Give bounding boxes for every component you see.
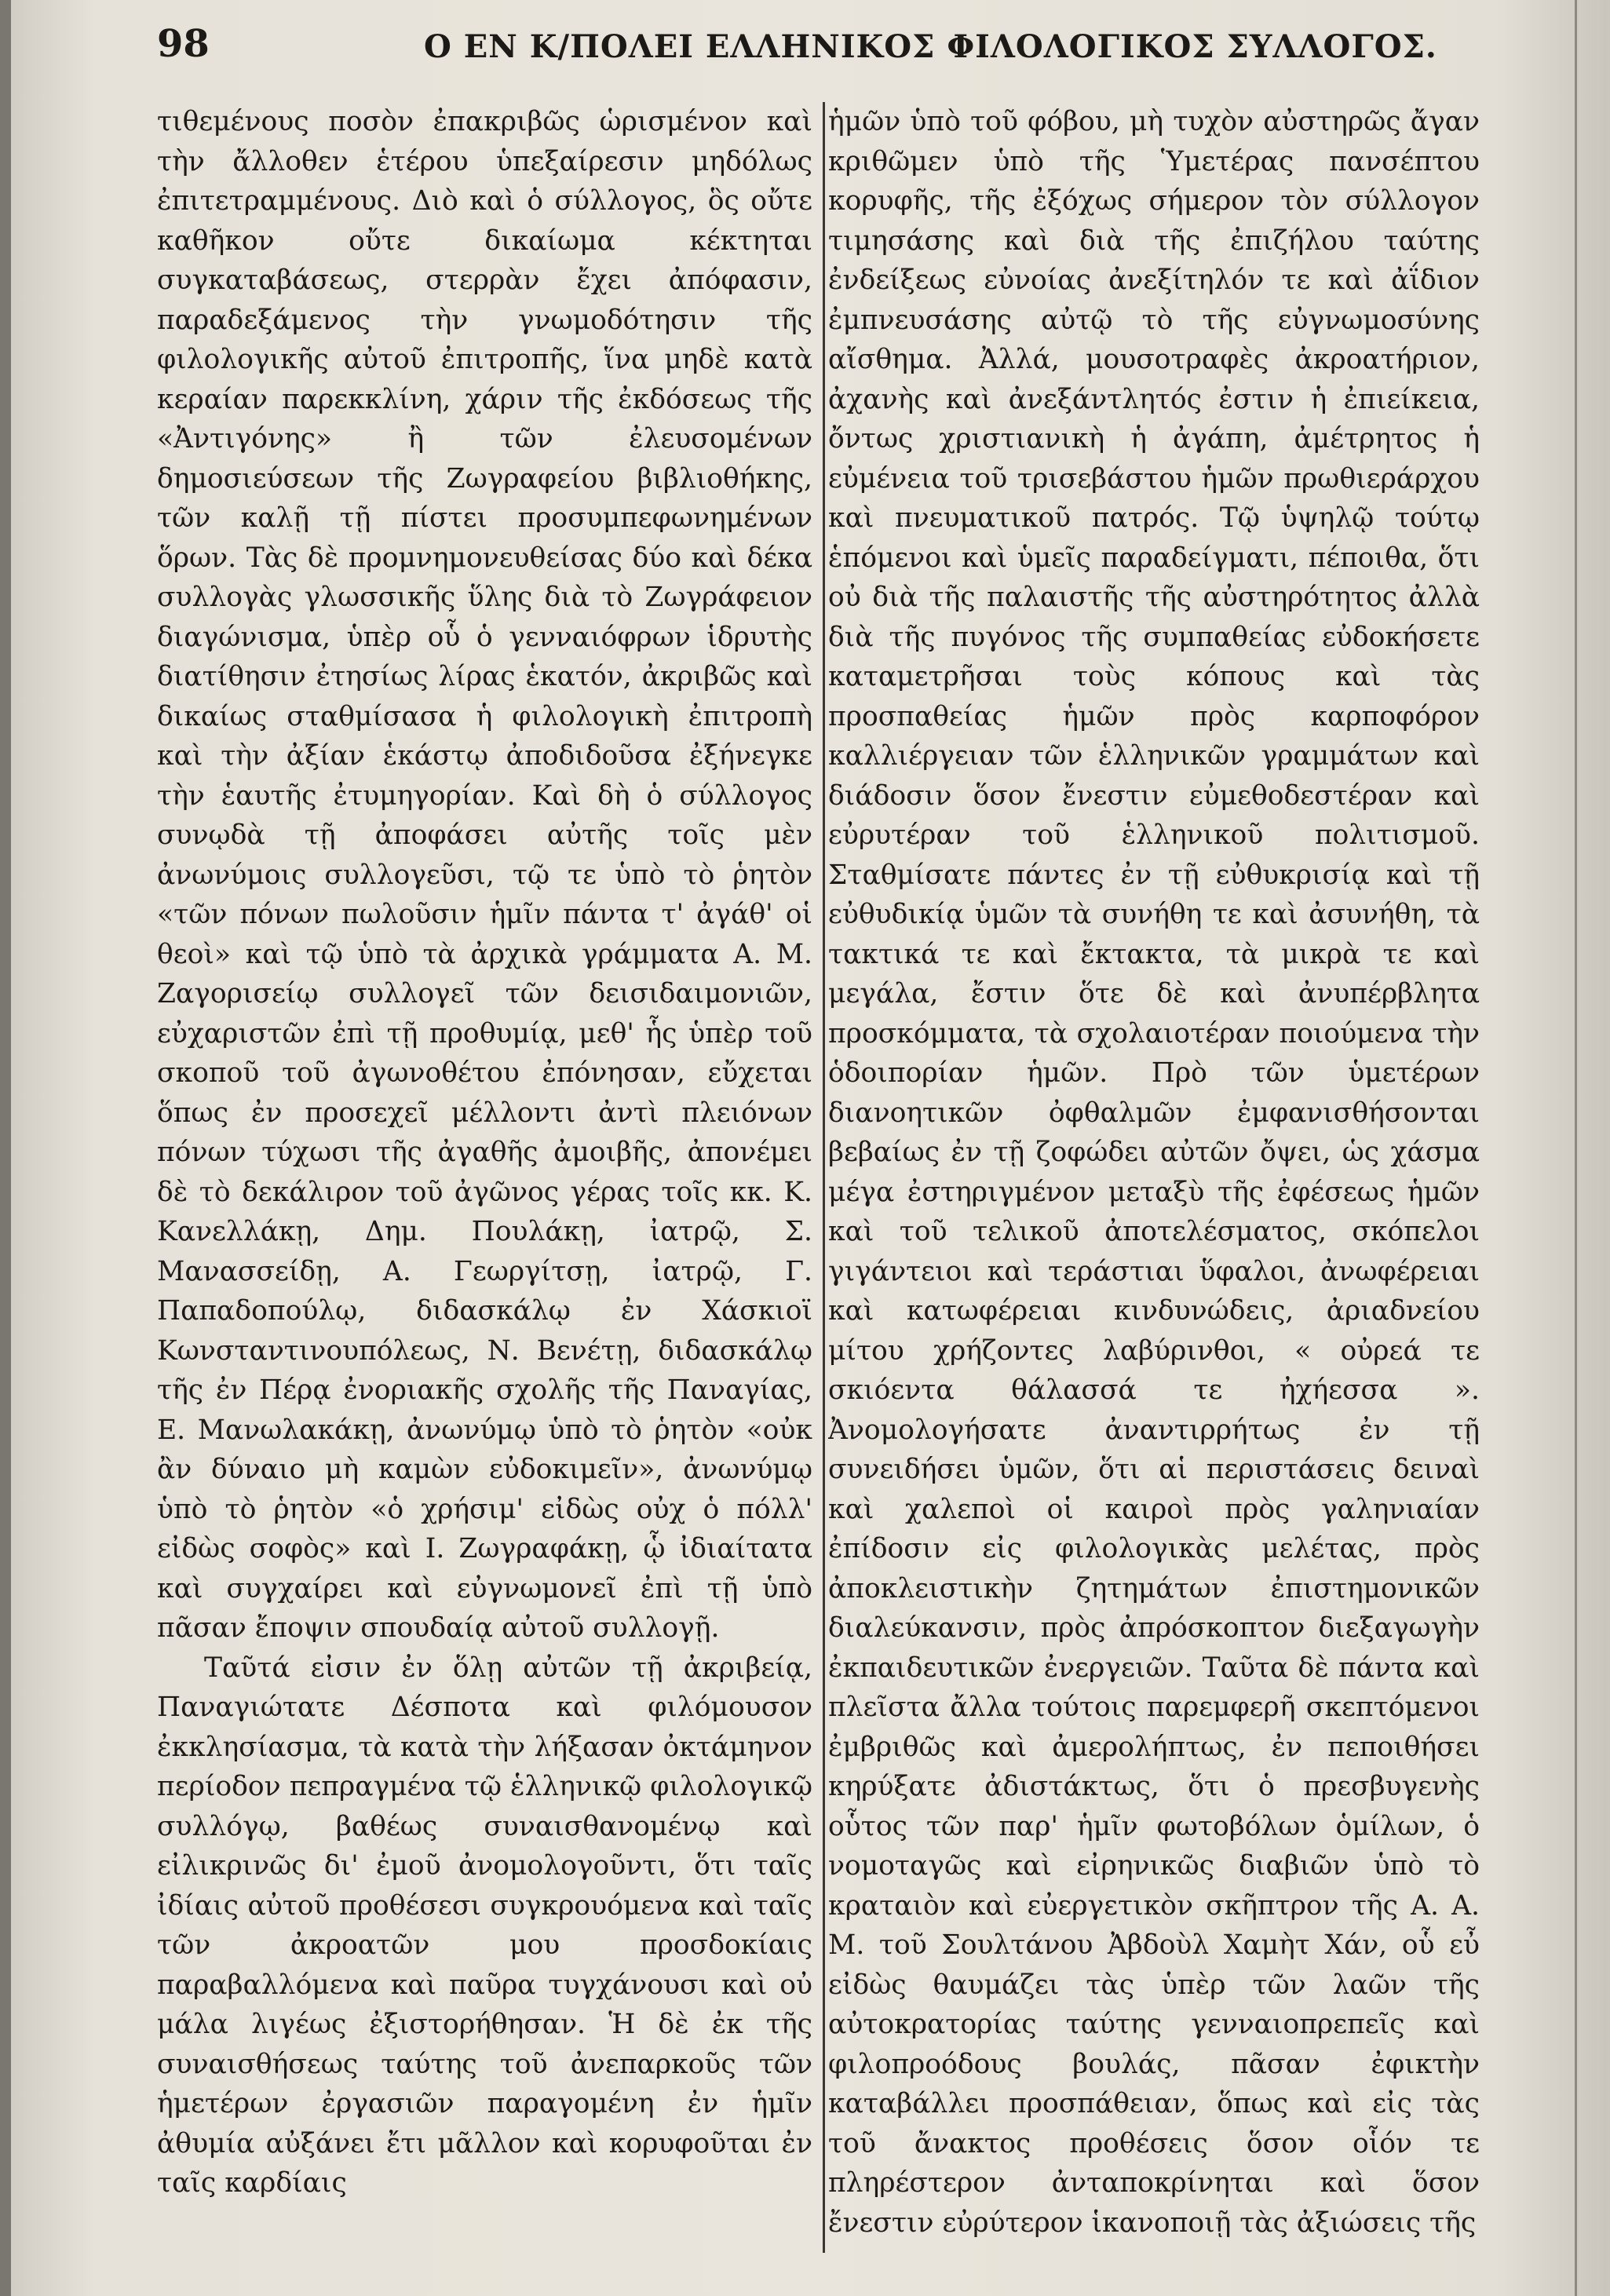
column-divider bbox=[823, 102, 825, 2253]
right-column bbox=[828, 102, 1480, 2261]
page-gutter-shadow bbox=[0, 0, 11, 2296]
running-title: Ο ΕΝ Κ/ΠΟΛΕΙ ΕΛΛΗΝΙΚΟΣ ΦΙΛΟΛΟΓΙΚΟΣ ΣΥΛΛΟΓΟΣ. bbox=[424, 28, 1437, 65]
right-paragraph-1: ἡμῶν ὑπὸ τοῦ φόβου, μὴ τυχὸν αὐστηρῶς ἄγαν κριθῶμεν ὑπὸ τῆς Ὑμετέρας πανσέπτου κορυφῆς, τῆς ἐξόχως σήμερον τὸν σύλλογον τιμησάσης καὶ διὰ τῆς ἐπιζήλου ταύτης ἐνδείξεως εὐνοίας ἀνεξίτηλόν τε καὶ ἀΐδιον ἐμπνευσάσης αὐτῷ τὸ τῆς εὐγνωμοσύνης αἴσθημα. Ἀλλά, μουσοτραφὲς ἀκροατήριον, ἀχανὴς καὶ ἀνεξάντλητός ἐστιν ἡ ἐπιείκεια, ὄντως χριστιανικὴ ἡ ἀγάπη, ἀμέτρητος ἡ εὐμένεια τοῦ τρισεβάστου ἡμῶν πρωθιεράρχου καὶ πνευματικοῦ πατρός. Τῷ ὑψηλῷ τούτῳ ἑπόμενοι καὶ ὑμεῖς παραδείγματι, πέποιθα, ὅτι οὐ διὰ τῆς παλαιστῆς τῆς αὐστηρότητος ἀλλὰ διὰ τῆς πυγόνος τῆς συμπαθείας εὐδοκήσετε καταμετρῆσαι τοὺς κόπους καὶ τὰς προσπαθείας ἡμῶν πρὸς καρποφόρον καλλιέργειαν τῶν ἑλληνικῶν γραμμάτων καὶ διάδοσιν ὅσον ἔνεστιν εὐμεθοδεστέραν καὶ εὐρυτέραν τοῦ ἑλληνικοῦ πολιτισμοῦ. Σταθμίσατε πάντες ἐν τῇ εὐθυκρισίᾳ καὶ τῇ εὐθυδικίᾳ ὑμῶν τὰ συνήθη τε καὶ ἀσυνήθη, τὰ τακτικά τε καὶ ἔκτακτα, τὰ μικρὰ τε καὶ μεγάλα, ἔστιν ὅτε δὲ καὶ ἀνυπέρβλητα προσκόμματα, τὰ σχολαιοτέραν ποιούμενα τὴν ὁδοιπορίαν ἡμῶν. Πρὸ τῶν ὑμετέρων διανοητικῶν ὀφθαλμῶν ἐμφανισθήσονται βεβαίως ἐν τῇ ζοφώδει αὐτῶν ὄψει, ὡς χάσμα μέγα ἐστηριγμένον μεταξὺ τῆς ἐφέσεως ἡμῶν καὶ τοῦ τελικοῦ ἀποτελέσματος, σκόπελοι γιγάντειοι καὶ τεράστιαι ὕφαλοι, ἀνωφέρειαι καὶ κατωφέρειαι κινδυνώδεις, ἀριαδνείου μίτου χρήζοντες λαβύρινθοι, « οὐρεά τε σκιόεντα θάλασσά τε ἠχήεσσα ». Ἀνομολογήσατε ἀναντιρρήτως ἐν τῇ συνειδήσει ὑμῶν, ὅτι αἱ περιστάσεις δειναὶ καὶ χαλεποὶ οἱ καιροὶ πρὸς γαληνιαίαν ἐπίδοσιν εἰς φιλολογικὰς μελέτας, πρὸς ἀποκλειστικὴν ζητημάτων ἐπιστημονικῶν διαλεύκανσιν, πρὸς ἀπρόσκοπτον διεξαγωγὴν ἐκπαιδευτικῶν ἐνεργειῶν. Ταῦτα δὲ πάντα καὶ πλεῖστα ἄλλα τούτοις παρεμφερῆ σκεπτόμενοι ἐμβριθῶς καὶ ἀμερολήπτως, ἐν πεποιθήσει κηρύξατε ἀδιστάκτως, ὅτι ὁ πρεσβυγενὴς οὗτος τῶν παρ' ἡμῖν φωτοβόλων ὁμίλων, ὁ νομοταγῶς καὶ εἰρηνικῶς διαβιῶν ὑπὸ τὸ κραταιὸν καὶ εὐεργετικὸν σκῆπτρον τῆς Α. Α. Μ. τοῦ Σουλτάνου Ἀβδοὺλ Χαμὴτ Χάν, οὗ εὖ εἰδὼς θαυμάζει τὰς ὑπὲρ τῶν λαῶν τῆς αὐτοκρατορίας ταύτης γενναιοπρεπεῖς καὶ φιλοπροόδους βουλάς, πᾶσαν ἐφικτὴν καταβάλλει προσπάθειαν, ὅπως καὶ εἰς τὰς τοῦ ἄνακτος προθέσεις ὅσον οἷόν τε πληρέστερον ἀνταποκρίνηται καὶ ὅσον ἔνεστιν εὐρύτερον ἱκανοποιῇ τὰς ἀξιώσεις τῆς bbox=[828, 106, 1480, 2239]
page-edge-line bbox=[1575, 0, 1577, 2296]
page-header bbox=[157, 22, 1539, 77]
left-column bbox=[157, 102, 812, 2261]
left-paragraph-2: Ταῦτά εἰσιν ἐν ὅλῃ αὐτῶν τῇ ἀκριβείᾳ, Παναγιώτατε Δέσποτα καὶ φιλόμουσον ἐκκλησίασμα, τὰ κατὰ τὴν λήξασαν ὀκτάμηνον περίοδον πεπραγμένα τῷ ἑλληνικῷ φιλολογικῷ συλλόγῳ, βαθέως συναισθανομένῳ καὶ εἰλικρινῶς δι' ἐμοῦ ἀνομολογοῦντι, ὅτι ταῖς ἰδίαις αὐτοῦ προθέσεσι συγκρουόμενα καὶ ταῖς τῶν ἀκροατῶν μου προσδοκίαις παραβαλλόμενα καὶ παῦρα τυγχάνουσι καὶ οὐ μάλα λιγέως ἐξιστορήθησαν. Ἡ δὲ ἐκ τῆς συναισθήσεως ταύτης τοῦ ἀνεπαρκοῦς τῶν ἡμετέρων ἐργασιῶν παραγομένη ἐν ἡμῖν ἀθυμία αὐξάνει ἔτι μᾶλλον καὶ κορυφοῦται ἐν ταῖς καρδίαις bbox=[157, 1652, 812, 2199]
page-number: 98 bbox=[157, 22, 210, 66]
left-paragraph-1: τιθεμένους ποσὸν ἐπακριβῶς ὡρισμένον καὶ τὴν ἄλλοθεν ἑτέρου ὑπεξαίρεσιν μηδόλως ἐπιτετραμμένους. Διὸ καὶ ὁ σύλλογος, ὃς οὔτε καθῆκον οὔτε δικαίωμα κέκτηται συγκαταβάσεως, στερρὰν ἔχει ἀπόφασιν, παραδεξάμενος τὴν γνωμοδότησιν τῆς φιλολογικῆς αὐτοῦ ἐπιτροπῆς, ἵνα μηδὲ κατὰ κεραίαν παρεκκλίνη, χάριν τῆς ἐκδόσεως τῆς «Ἀντιγόνης» ἢ τῶν ἐλευσομένων δημοσιεύσεων τῆς Ζωγραφείου βιβλιοθήκης, τῶν καλῇ τῇ πίστει προσυμπεφωνημένων ὅρων. Τὰς δὲ προμνημονευθείσας δύο καὶ δέκα συλλογὰς γλωσσικῆς ὕλης διὰ τὸ Ζωγράφειον διαγώνισμα, ὑπὲρ οὗ ὁ γενναιόφρων ἱδρυτὴς διατίθησιν ἐτησίως λίρας ἑκατόν, ἀκριβῶς καὶ δικαίως σταθμίσασα ἡ φιλολογικὴ ἐπιτροπὴ καὶ τὴν ἀξίαν ἑκάστῳ ἀποδιδοῦσα ἐξήνεγκε τὴν ἑαυτῆς ἐτυμηγορίαν. Καὶ δὴ ὁ σύλλογος συνῳδὰ τῇ ἀποφάσει αὐτῆς τοῖς μὲν ἀνωνύμοις συλλογεῦσι, τῷ τε ὑπὸ τὸ ῥητὸν «τῶν πόνων πωλοῦσιν ἡμῖν πάντα τ' ἀγάθ' οἱ θεοὶ» καὶ τῷ ὑπὸ τὰ ἀρχικὰ γράμματα Α. Μ. Ζαγορισείῳ συλλογεῖ τῶν δεισιδαιμονιῶν, εὐχαριστῶν ἐπὶ τῇ προθυμίᾳ, μεθ' ἧς ὑπὲρ τοῦ σκοποῦ τοῦ ἀγωνοθέτου ἐπόνησαν, εὔχεται ὅπως ἐν προσεχεῖ μέλλοντι ἀντὶ πλειόνων πόνων τύχωσι τῆς ἀγαθῆς ἀμοιβῆς, ἀπονέμει δὲ τὸ δεκάλιρον τοῦ ἀγῶνος γέρας τοῖς κκ. Κ. Κανελλάκῃ, Δημ. Πουλάκῃ, ἰατρῷ, Σ. Μανασσείδῃ, Α. Γεωργίτσῃ, ἰατρῷ, Γ. Παπαδοπούλῳ, διδασκάλῳ ἐν Χάσκιοϊ Κωνσταντινουπόλεως, Ν. Βενέτῃ, διδασκάλῳ τῆς ἐν Πέρᾳ ἐνοριακῆς σχολῆς τῆς Παναγίας, Ε. Μανωλακάκῃ, ἀνωνύμῳ ὑπὸ τὸ ῥητὸν «οὐκ ἂν δύναιο μὴ καμὼν εὐδοκιμεῖν», ἀνωνύμῳ ὑπὸ τὸ ῥητὸν «ὁ χρήσιμ' εἰδὼς οὐχ ὁ πόλλ' εἰδὼς σοφὸς» καὶ Ι. Ζωγραφάκῃ, ᾧ ἰδιαίτατα καὶ συγχαίρει καὶ εὐγνωμονεῖ ἐπὶ τῇ ὑπὸ πᾶσαν ἔποψιν σπουδαίᾳ αὐτοῦ συλλογῇ. bbox=[157, 106, 812, 1644]
